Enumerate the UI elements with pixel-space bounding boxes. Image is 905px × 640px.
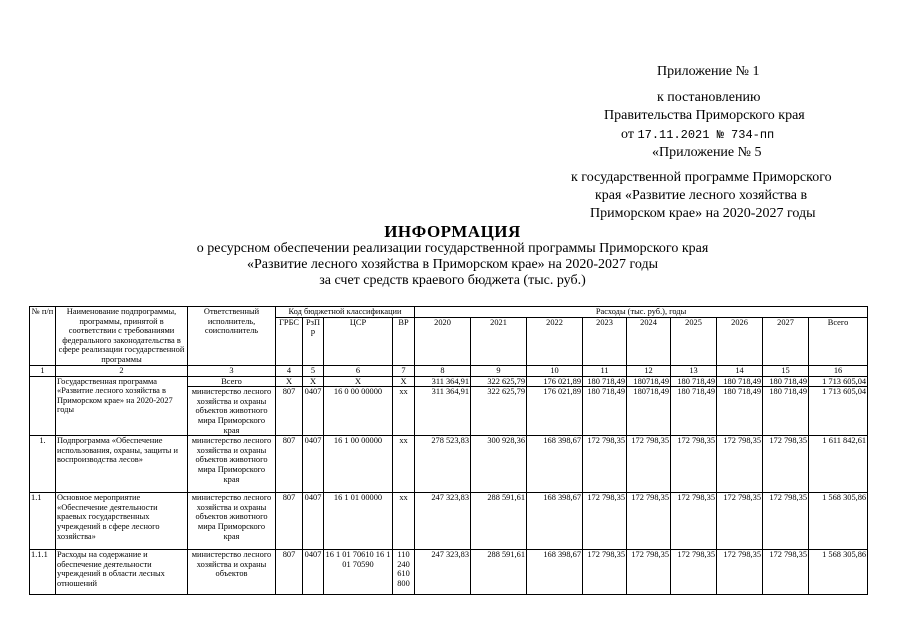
table-row-program-total xyxy=(30,376,868,387)
value-2027: 172 798,35 xyxy=(763,493,809,550)
col-number: 13 xyxy=(671,366,717,377)
value-2022: 176 021,89 xyxy=(527,387,583,436)
value-2025: 172 798,35 xyxy=(671,436,717,493)
value-2020: 247 323,83 xyxy=(415,550,471,595)
decree-reference: к постановлению xyxy=(657,90,761,105)
value-2023: 172 798,35 xyxy=(583,550,627,595)
col-number: 6 xyxy=(324,366,393,377)
header-year-2025: 2025 xyxy=(671,317,717,365)
row-csr: 16 1 00 00000 xyxy=(324,436,393,493)
col-number: 12 xyxy=(627,366,671,377)
row-vr: Х xyxy=(393,376,415,387)
col-number: 10 xyxy=(527,366,583,377)
row-executor: министерство лесного хозяйства и охраны объектов животного мира Приморского края xyxy=(188,493,276,550)
row-grbs: Х xyxy=(276,376,303,387)
value-2027: 172 798,35 xyxy=(763,550,809,595)
value-2021: 288 591,61 xyxy=(471,493,527,550)
row-name: Расходы на содержание и обеспечение деятельности учреждений в области лесных отношений xyxy=(56,550,188,595)
value-2027: 172 798,35 xyxy=(763,436,809,493)
program-reference-line2: края «Развитие лесного хозяйства в xyxy=(595,188,808,203)
decree-date-line xyxy=(621,127,774,143)
row-executor: министерство лесного хозяйства и охраны объектов xyxy=(188,550,276,595)
header-rzpr: РзПр xyxy=(303,317,324,365)
value-2023: 180 718,49 xyxy=(583,387,627,436)
header-year-2020: 2020 xyxy=(415,317,471,365)
col-number: 4 xyxy=(276,366,303,377)
table-row-main-activity xyxy=(30,493,868,550)
program-reference-line3: Приморском крае» на 2020-2027 годы xyxy=(590,206,816,221)
row-name: Основное мероприятие «Обеспечение деятельности краевых государственных учреждений в сфере лесного хозяйства» xyxy=(56,493,188,550)
value-total: 1 568 305,86 xyxy=(809,550,868,595)
row-executor-total: Всего xyxy=(188,376,276,387)
header-vr: ВР xyxy=(393,317,415,365)
row-csr: 16 1 01 70610 16 1 01 70590 xyxy=(324,550,393,595)
row-num: 1.1 xyxy=(30,493,56,550)
row-csr: 16 0 00 00000 xyxy=(324,387,393,436)
header-year-2027: 2027 xyxy=(763,317,809,365)
header-name: Наименование подпрограммы, программы, принятой в соответствии с требованиями федерального законодательства в сфере реализации государственной программы xyxy=(56,307,188,366)
value-2022: 168 398,67 xyxy=(527,493,583,550)
value-2025: 172 798,35 xyxy=(671,493,717,550)
row-grbs: 807 xyxy=(276,387,303,436)
value-2026: 172 798,35 xyxy=(717,493,763,550)
header-total: Всего xyxy=(809,317,868,365)
value-2023: 172 798,35 xyxy=(583,493,627,550)
value-2023: 180 718,49 xyxy=(583,376,627,387)
col-number: 14 xyxy=(717,366,763,377)
row-grbs: 807 xyxy=(276,550,303,595)
appendix-number: Приложение № 1 xyxy=(657,64,760,79)
header-executor: Ответственный исполнитель, соисполнитель xyxy=(188,307,276,366)
col-number: 9 xyxy=(471,366,527,377)
value-2020: 311 364,91 xyxy=(415,376,471,387)
col-number: 8 xyxy=(415,366,471,377)
header-expenses: Расходы (тыс. руб.), годы xyxy=(415,307,868,318)
header-year-2024: 2024 xyxy=(627,317,671,365)
row-name: Подпрограмма «Обеспечение использования, охраны, защиты и воспроизводства лесов» xyxy=(56,436,188,493)
value-2024: 172 798,35 xyxy=(627,436,671,493)
value-2024: 180718,49 xyxy=(627,387,671,436)
value-2021: 322 625,79 xyxy=(471,387,527,436)
header-num: № п/п xyxy=(30,307,56,366)
col-number: 1 xyxy=(30,366,56,377)
row-executor: министерство лесного хозяйства и охраны объектов животного мира Приморского края xyxy=(188,436,276,493)
row-grbs: 807 xyxy=(276,493,303,550)
value-2025: 172 798,35 xyxy=(671,550,717,595)
government-name: Правительства Приморского края xyxy=(604,108,805,123)
column-number-row xyxy=(30,366,868,377)
document-subtitle-3: за счет средств краевого бюджета (тыс. руб.) xyxy=(319,273,586,288)
value-2027: 180 718,49 xyxy=(763,387,809,436)
value-2022: 168 398,67 xyxy=(527,550,583,595)
value-2024: 172 798,35 xyxy=(627,550,671,595)
decree-date-prefix: от xyxy=(621,127,634,142)
header-csr: ЦСР xyxy=(324,317,393,365)
header-grbs: ГРБС xyxy=(276,317,303,365)
value-total: 1 713 605,04 xyxy=(809,387,868,436)
col-number: 2 xyxy=(56,366,188,377)
row-executor: министерство лесного хозяйства и охраны объектов животного мира Приморского края xyxy=(188,387,276,436)
table-row-subprogram xyxy=(30,436,868,493)
header-budget-classification: Код бюджетной классификации xyxy=(276,307,415,318)
document-subtitle-1: о ресурсном обеспечении реализации государственной программы Приморского края xyxy=(196,241,709,256)
value-total: 1 568 305,86 xyxy=(809,493,868,550)
value-2025: 180 718,49 xyxy=(671,387,717,436)
value-2020: 278 523,83 xyxy=(415,436,471,493)
table-row-expense xyxy=(30,550,868,595)
row-rzpr: Х xyxy=(303,376,324,387)
decree-date-number: 17.11.2021 № 734-пп xyxy=(637,128,775,142)
program-reference-line1: к государственной программе Приморского xyxy=(571,170,832,185)
value-2023: 172 798,35 xyxy=(583,436,627,493)
budget-table xyxy=(29,306,868,595)
col-number: 15 xyxy=(763,366,809,377)
value-2025: 180 718,49 xyxy=(671,376,717,387)
value-2024: 180718,49 xyxy=(627,376,671,387)
value-2020: 247 323,83 xyxy=(415,493,471,550)
row-vr: хх xyxy=(393,436,415,493)
header-row-1 xyxy=(30,307,868,318)
header-year-2022: 2022 xyxy=(527,317,583,365)
program-appendix-number: «Приложение № 5 xyxy=(652,145,762,160)
row-num xyxy=(30,376,56,436)
row-rzpr: 0407 xyxy=(303,387,324,436)
value-2021: 322 625,79 xyxy=(471,376,527,387)
row-vr: хх xyxy=(393,387,415,436)
header-year-2026: 2026 xyxy=(717,317,763,365)
col-number: 7 xyxy=(393,366,415,377)
value-total: 1 713 605,04 xyxy=(809,376,868,387)
value-2022: 176 021,89 xyxy=(527,376,583,387)
col-number: 5 xyxy=(303,366,324,377)
value-2026: 180 718,49 xyxy=(717,376,763,387)
header-year-2021: 2021 xyxy=(471,317,527,365)
col-number: 3 xyxy=(188,366,276,377)
value-2022: 168 398,67 xyxy=(527,436,583,493)
row-name: Государственная программа «Развитие лесного хозяйства в Приморском крае» на 2020-2027 годы xyxy=(56,376,188,436)
value-2026: 172 798,35 xyxy=(717,436,763,493)
row-num: 1.1.1 xyxy=(30,550,56,595)
row-vr: 110 240 610 800 xyxy=(393,550,415,595)
value-2021: 288 591,61 xyxy=(471,550,527,595)
document-title: ИНФОРМАЦИЯ xyxy=(384,222,521,241)
row-rzpr: 0407 xyxy=(303,493,324,550)
value-2020: 311 364,91 xyxy=(415,387,471,436)
value-2027: 180 718,49 xyxy=(763,376,809,387)
value-2024: 172 798,35 xyxy=(627,493,671,550)
col-number: 16 xyxy=(809,366,868,377)
row-vr: хх xyxy=(393,493,415,550)
col-number: 11 xyxy=(583,366,627,377)
value-2026: 172 798,35 xyxy=(717,550,763,595)
row-grbs: 807 xyxy=(276,436,303,493)
row-csr: 16 1 01 00000 xyxy=(324,493,393,550)
header-year-2023: 2023 xyxy=(583,317,627,365)
value-total: 1 611 842,61 xyxy=(809,436,868,493)
value-2021: 300 928,36 xyxy=(471,436,527,493)
row-rzpr: 0407 xyxy=(303,550,324,595)
value-2026: 180 718,49 xyxy=(717,387,763,436)
document-title-block xyxy=(0,222,905,289)
row-rzpr: 0407 xyxy=(303,436,324,493)
row-num: 1. xyxy=(30,436,56,493)
row-csr: Х xyxy=(324,376,393,387)
document-subtitle-2: «Развитие лесного хозяйства в Приморском крае» на 2020-2027 годы xyxy=(246,257,659,272)
